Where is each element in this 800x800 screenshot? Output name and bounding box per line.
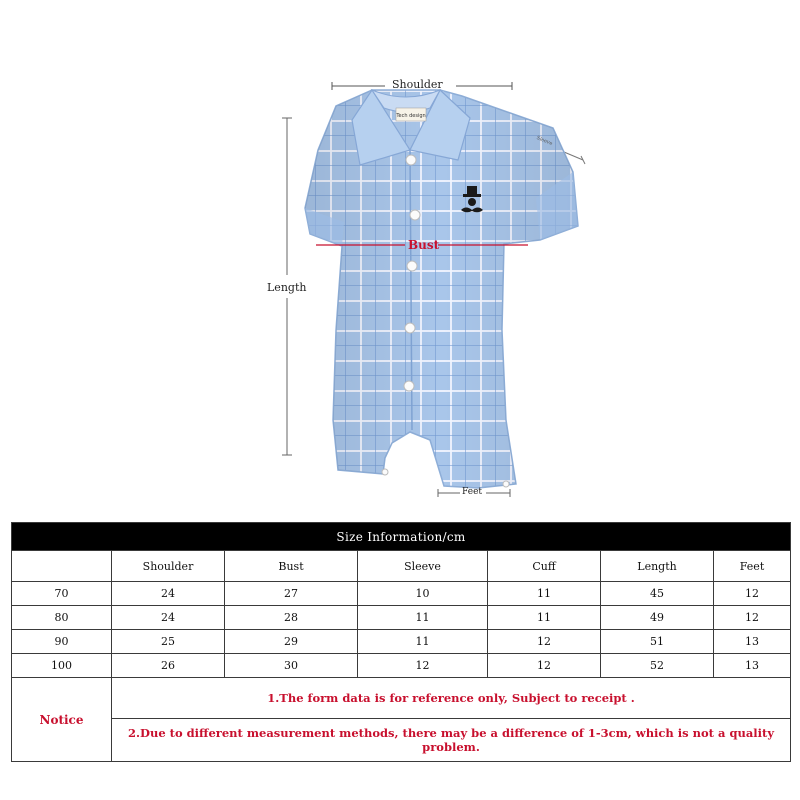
header-shoulder: Shoulder: [112, 551, 225, 582]
table-row: [12, 606, 791, 630]
table-cell: 12: [714, 606, 791, 630]
button: [406, 155, 416, 165]
table-cell: 51: [601, 630, 714, 654]
table-title: Size Information/cm: [12, 523, 791, 551]
brand-tag: [395, 108, 426, 121]
notice-row: [12, 678, 791, 719]
button: [407, 261, 417, 271]
notice-row: [12, 719, 791, 762]
table-cell: 29: [225, 630, 358, 654]
table-cell: 28: [225, 606, 358, 630]
size-cell: 90: [12, 630, 112, 654]
size-table: [11, 522, 791, 762]
table-cell: 13: [714, 654, 791, 678]
table-cell: 45: [601, 582, 714, 606]
table-cell: 12: [488, 654, 601, 678]
header-cell: [12, 551, 112, 582]
table-cell: 26: [112, 654, 225, 678]
table-cell: 52: [601, 654, 714, 678]
table-cell: 24: [112, 582, 225, 606]
feet-label: Feet: [462, 487, 483, 497]
button: [404, 381, 414, 391]
button: [503, 481, 509, 487]
table-row: [12, 582, 791, 606]
table-cell: 12: [714, 582, 791, 606]
header-length: Length: [601, 551, 714, 582]
shoulder-label: Shoulder: [392, 78, 443, 91]
table-cell: 27: [225, 582, 358, 606]
bust-label: Bust: [408, 238, 440, 252]
notice-note-2: 2.Due to different measurement methods, there may be a difference of 1-3cm, which is not a quality problem.: [112, 719, 791, 762]
size-cell: 80: [12, 606, 112, 630]
header-cuff: Cuff: [488, 551, 601, 582]
table-cell: 11: [488, 582, 601, 606]
table-cell: 10: [358, 582, 488, 606]
table-cell: 11: [358, 630, 488, 654]
size-cell: 100: [12, 654, 112, 678]
table-cell: 12: [488, 630, 601, 654]
table-cell: 11: [488, 606, 601, 630]
sleeve-label: Sleeve: [535, 135, 554, 147]
table-cell: 25: [112, 630, 225, 654]
table-cell: 24: [112, 606, 225, 630]
notice-note-1: 1.The form data is for reference only, Subject to receipt .: [112, 678, 791, 719]
table-cell: 30: [225, 654, 358, 678]
table-cell: 13: [714, 630, 791, 654]
length-label: Length: [267, 281, 307, 294]
header-sleeve: Sleeve: [358, 551, 488, 582]
table-row: [12, 630, 791, 654]
table-cell: 11: [358, 606, 488, 630]
table-cell: 49: [601, 606, 714, 630]
table-header-row: [12, 551, 791, 582]
notice-label: Notice: [12, 678, 112, 762]
table-cell: 12: [358, 654, 488, 678]
button: [382, 469, 388, 475]
header-feet: Feet: [714, 551, 791, 582]
button: [405, 323, 415, 333]
table-row: [12, 654, 791, 678]
header-bust: Bust: [225, 551, 358, 582]
brand-tag-text: Tech design: [396, 113, 426, 119]
size-cell: 70: [12, 582, 112, 606]
button: [410, 210, 420, 220]
